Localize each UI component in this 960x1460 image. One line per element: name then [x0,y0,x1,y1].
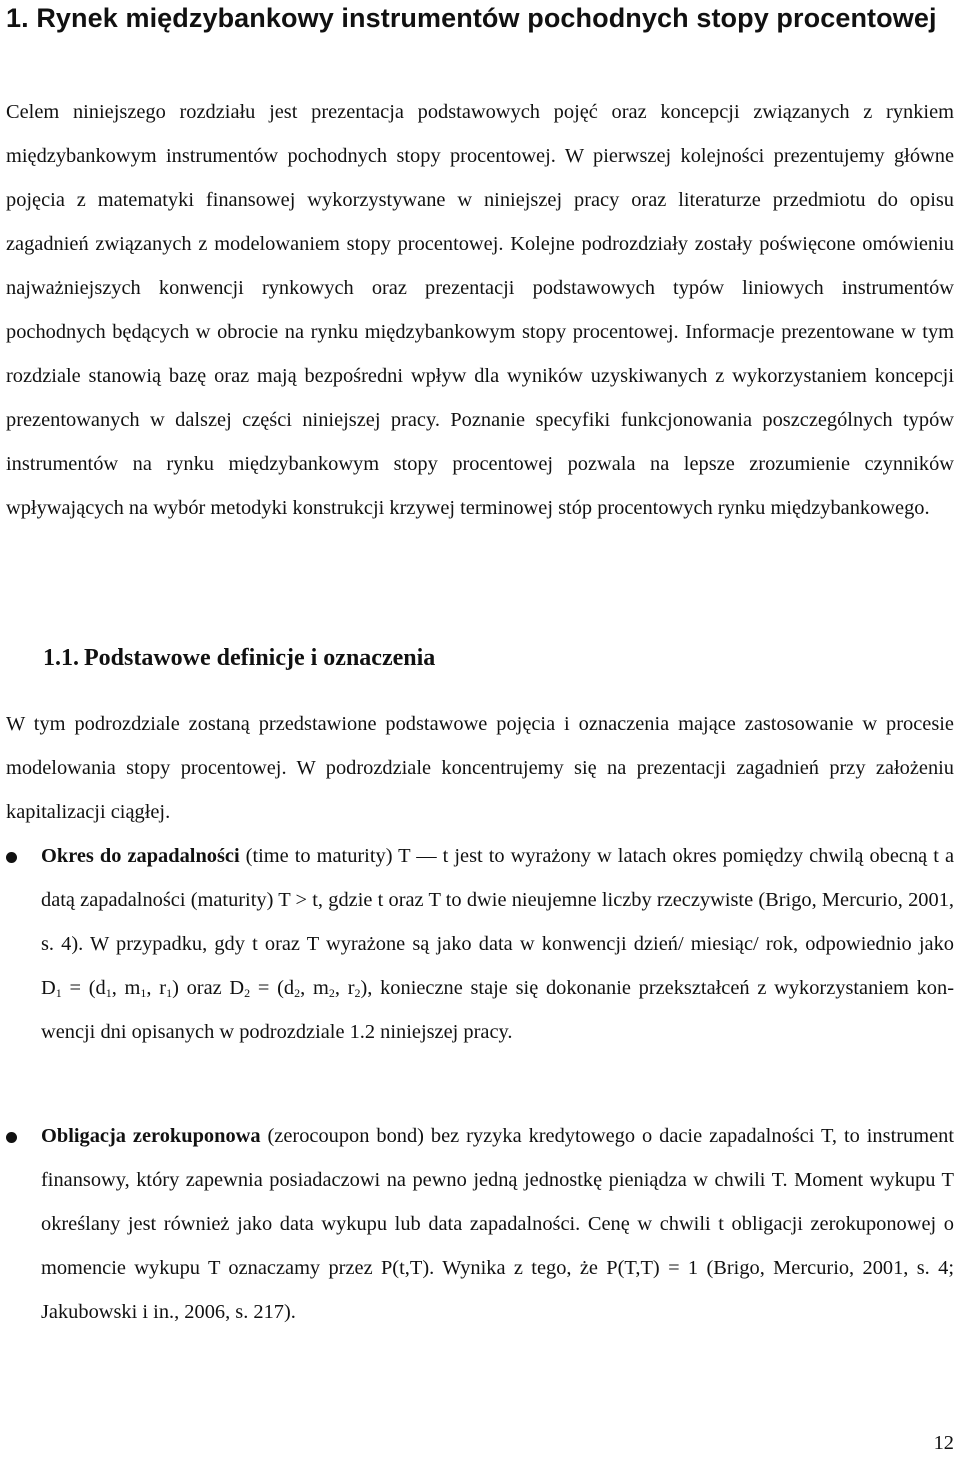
definition-text-after: , konieczne staje się dokonanie przekształceń z wykorzystaniem konwencji dni opisanych w podrozdziale 1.2 niniejszej pracy. [41,977,954,1043]
section-number: 1.1. [43,645,79,671]
bullet-icon [6,852,17,863]
definition-text [41,1114,954,1334]
section-title: Podstawowe definicje i oznaczenia [84,645,436,671]
chapter-title: 1. Rynek międzybankowy instrumentów pochodnych stopy procentowej [6,3,937,33]
formula-d2: $D_2 = (d_2$, $m_2$, $r_2$) [229,977,368,1000]
definition-term: Obligacja zerokuponowa [41,1125,261,1147]
page-number: 12 [933,1432,954,1454]
section-heading [43,636,435,680]
definition-term: Okres do zapadalności [41,845,240,867]
chapter-intro-paragraph: Celem niniejszego rozdziału jest prezentacja podstawowych pojęć oraz koncepcji związanych z rynkiem międzybankowym instrumentów pochodnych stopy procentowej. W pierwszej kolejności prezentujemy główne pojęcia z matematyki finansowej wykorzystywane w niniejszej pracy oraz literaturze przedmiotu do opisu zagadnień związanych z modelowaniem stopy procentowej. Kolejne podrozdziały zostały poświęcone omówieniu najważniejszych konwencji rynkowych oraz prezentacji podstawowych typów liniowych instrumentów pochodnych będących w obrocie na rynku międzybankowym stopy procentowej. Informacje prezentowane w tym rozdziale stanowią bazę oraz mają bezpośredni wpływ dla wyników uzyskiwanych z wykorzystaniem koncepcji prezentowanych w dalszej części niniejszej pracy. Poznanie specyfiki funkcjonowania poszczególnych typów instrumentów na rynku międzybankowym stopy procentowej pozwala na lepsze zrozumienie czynników wpływających na wybór metodyki konstrukcji krzywej terminowej stóp procentowych rynku międzybankowego. [6,101,954,519]
definition-text [41,834,954,1054]
definition-text-before: (time to maturity) T — t jest to wyrażony w latach okres pomiędzy chwilą obecną t a datą zapadalności (maturity) T > t, gdzie t oraz T to dwie nieujemne liczby rzeczywiste (Brigo, Mercurio, 2001, s. 4). W przypadku, gdy t oraz T wyrażone są jako data w konwencji dzień/ miesiąc/ rok, odpowiednio jako [41,845,954,955]
formula-d1: $D_1 = (d_1$, $m_1$, $r_1$) [41,977,179,1000]
definition-text-mid: oraz [178,977,230,999]
definition-body: (zerocoupon bond) bez ryzyka kredytowego o dacie zapadalności T, to instrument finansowy, który zapewnia posiadaczowi na pewno jedną jednostkę pieniądza w chwili T. Moment wykupu T określany jest również jako data wykupu lub data zapadalności. Cenę w chwili t obligacji zerokuponowej o momencie wykupu T oznaczamy przez P(t,T). Wynika z tego, że P(T,T) = 1 (Brigo, Mercurio, 2001, s. 4; Jakubowski i in., 2006, s. 217). [41,1125,954,1323]
section-intro-paragraph: W tym podrozdziale zostaną przedstawione podstawowe pojęcia i oznaczenia mające zastosowanie w procesie modelowania stopy procentowej. W podrozdziale koncentrujemy się na prezentacji zagadnień przy założeniu kapitalizacji ciągłej. [6,713,954,823]
bullet-icon [6,1132,17,1143]
